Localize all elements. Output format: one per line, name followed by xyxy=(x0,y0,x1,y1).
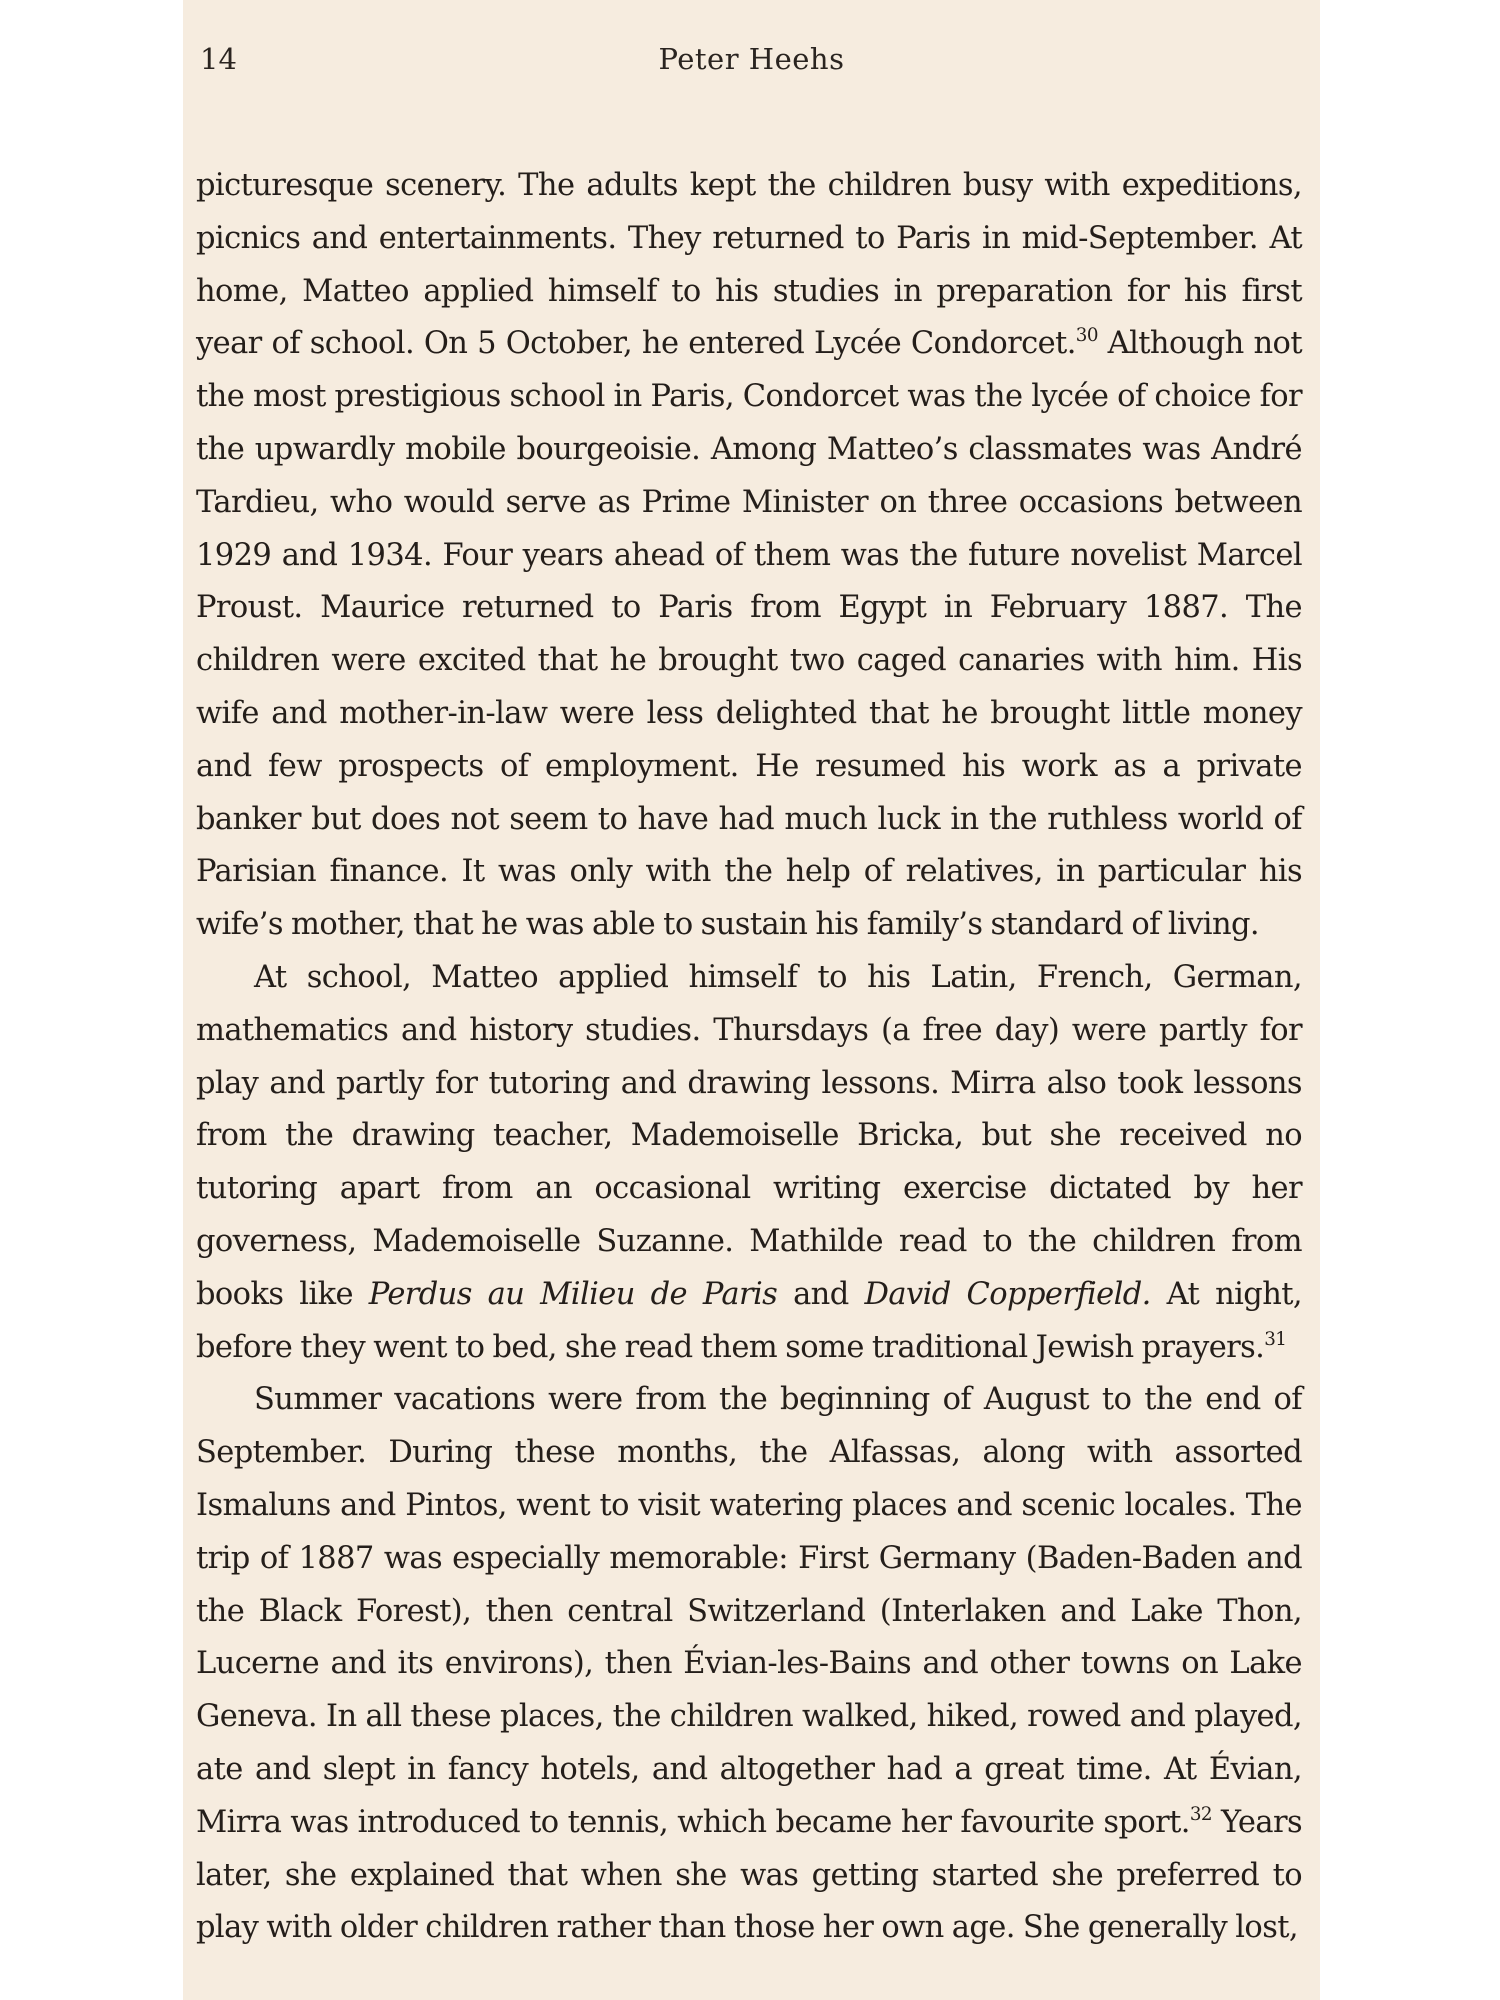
text-run: Although not the most prestigious school in Paris, Condorcet was the lycée of choice for the upwardly mobile bourgeoisie. Among Matteo’s classmates was André Tardieu, who would serve as Prime Minister on three occasions between 1929 and 1934. Four years ahead of them was the future novelist Marcel Proust. Maurice returned to Paris from Egypt in February 1887. The children were excited that he brought two caged canaries with him. His wife and mother-in-law were less delighted that he brought little money and few prospects of employment. He resumed his work as a private banker but does not seem to have had much luck in the ruthless world of Parisian finance. It was only with the help of relatives, in particular his wife’s mother, that he was able to sustain his family’s standard of living. xyxy=(196,326,1302,943)
text-run: Summer vacations were from the beginning of August to the end of September. During these months, the Alfassas, along with assorted Ismaluns and Pintos, went to visit watering places and scenic locales. The trip of 1887 was especially memorable: First Germany (Baden-Baden and the Black Forest), then central Switzerland (Interlaken and Lake Thon, Lucerne and its environs), then Évian-les-Bains and other towns on Lake Geneva. In all these places, the children walked, hiked, rowed and played, ate and slept in fancy hotels, and altogether had a great time. At Évian, Mirra was introduced to tennis, which became her favourite sport. xyxy=(196,1382,1302,1840)
page-number: 14 xyxy=(200,42,237,76)
book-title: Perdus au Milieu de Paris xyxy=(368,1276,778,1312)
page-header xyxy=(200,42,1303,82)
text-run: At school, Matteo applied himself to his Latin, French, German, mathematics and history studies. Thursdays (a free day) were partly for play and partly for tutoring and drawing lessons. Mirra also took lessons from the drawing teacher, Mademoiselle Bricka, but she received no tutoring apart from an occasional writing exercise dictated by her governess, Mademoiselle Suzanne. Mathilde read to the children from books like xyxy=(196,959,1302,1312)
paragraph xyxy=(196,1374,1302,1955)
text-run: Years later, she explained that when she was getting started she preferred to play with older children rather than those her own age. She generally lost, xyxy=(196,1804,1303,1946)
footnote-ref: 32 xyxy=(1189,1803,1212,1825)
book-page xyxy=(183,0,1320,2000)
running-head: Peter Heehs xyxy=(658,42,845,76)
paragraph xyxy=(196,952,1302,1374)
footnote-ref: 30 xyxy=(1075,325,1098,347)
text-run: At night, before they went to bed, she read them some traditional Jewish prayers. xyxy=(196,1276,1303,1365)
text-run: and xyxy=(777,1276,865,1312)
footnote-ref: 31 xyxy=(1264,1328,1287,1350)
text-run: picturesque scenery. The adults kept the children busy with expeditions, picnics and entertainments. They returned to Paris in mid-September. At home, Matteo applied himself to his studies in preparation for his first year of school. On 5 October, he entered Lycée Condorcet. xyxy=(196,168,1302,362)
paragraph xyxy=(196,160,1302,952)
body-text xyxy=(196,160,1302,1955)
book-title: David Copperfield. xyxy=(864,1276,1151,1312)
